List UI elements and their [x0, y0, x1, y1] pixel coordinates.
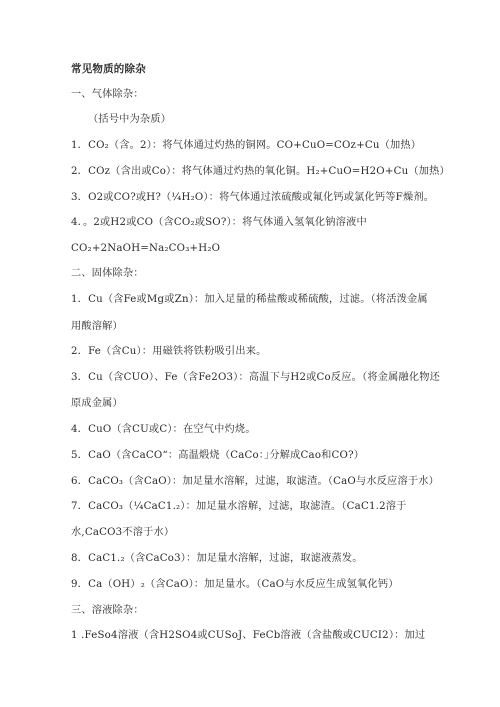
equation-line: CO₂+2NaOH=Na₂CO₃+H₂O	[71, 243, 221, 254]
note-line: （括号中为杂质）	[88, 114, 172, 125]
text-line: 7．CaCO₃（¼CaC1.₂）：加足量水溶解，过滤，取滤渣。（CaC1.2溶于	[71, 501, 407, 512]
text-line: 9．Ca（OH）₂（含CaO）：加足量水。（CaO与水反应生成氢氧化钙）	[71, 579, 399, 590]
text-line: 2．Fe（含Cu）：用磁铁将铁粉吸引出来。	[71, 346, 267, 357]
section-heading-solid: 二、固体除杂：	[71, 268, 144, 279]
document-title: 常见物质的除杂	[71, 63, 146, 75]
text-line: 1 .FeSo4溶液（含H2SO4或CUSoJ、FeCb溶液（含盐酸或CUCI2）：加过	[71, 630, 426, 641]
text-line: 用酸溶解）	[71, 321, 123, 332]
text-line: 8．CaC1.₂（含CaCo3）：加足量水溶解，过滤，取滤液蒸发。	[71, 553, 363, 564]
section-heading-solution: 三、溶液除杂：	[71, 605, 144, 616]
text-line: 1．CO₂（含。2）：将气体通过灼热的铜网。CO+CuO=COz+Cu（加热）	[71, 140, 422, 151]
text-line: 3．Cu（含CUO）、Fe（含Fe2O3）：高温下与H2或Co反应。（将金属融化物还	[71, 372, 441, 383]
text-line: 原成金属）	[71, 398, 123, 409]
section-heading-gas: 一、气体除杂：	[71, 89, 144, 100]
text-line: 水,CaCO3不溶于水）	[71, 527, 175, 538]
text-line: 5．CaO（含CaCO“：高温煅烧（CaCo：｣分解成Cao和CO?）	[71, 450, 365, 461]
text-line: 4．CuO（含CU或C）：在空气中灼烧。	[71, 424, 256, 435]
text-line: 4．。2或H2或CO（含CO₂或SO?）：将气体通入氢氧化钠溶液中	[71, 217, 367, 228]
text-line: 3．O2或CO?或H?（¼H₂O）：将气体通过浓硫酸或氟化钙或氯化钙等F燥剂。	[71, 192, 435, 203]
text-line: 6．CaCO₃（含CaO）：加足量水溶解，过滤，取滤渣。（CaO与水反应溶于水）	[71, 476, 440, 487]
text-line: 1．Cu（含Fe或Mg或Zn）：加入足量的稀盐酸或稀硫酸，过滤。（将活泼金属	[71, 294, 428, 305]
text-line: 2．COz（含出或Co）：将气体通过灼热的氧化铜。H₂+CuO=H2O+Cu（加热）	[71, 166, 450, 177]
